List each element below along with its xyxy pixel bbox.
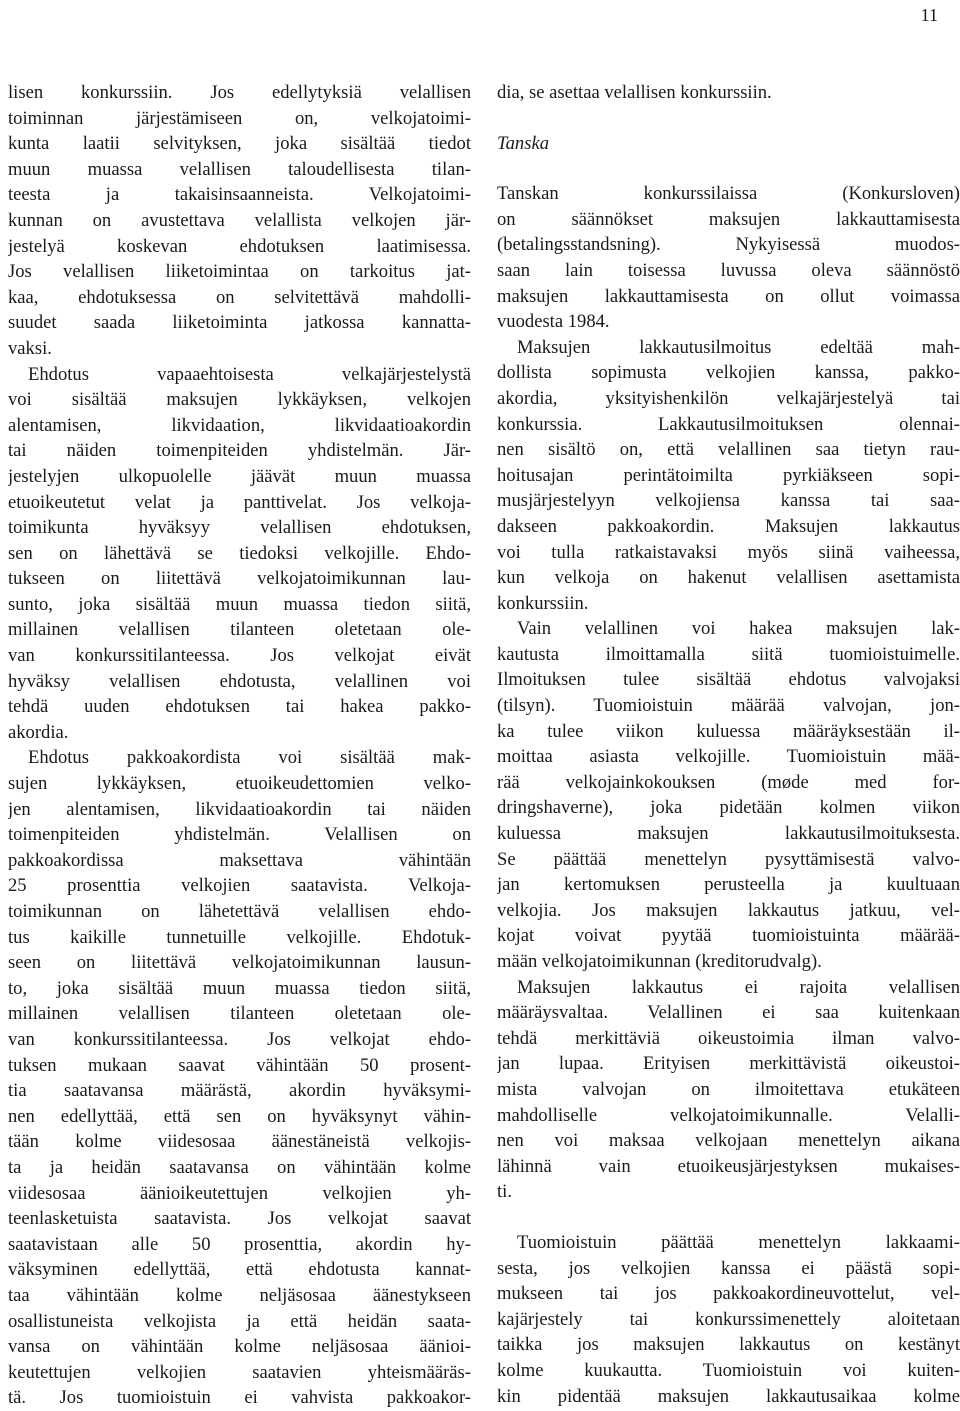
- text-line: nen edellyttää, että sen on hyväksynyt vähin-: [8, 1105, 471, 1127]
- text-line: kaa, ehdotuksessa on selvitettävä mahdolli-: [8, 286, 471, 308]
- text-line: van konkurssitilanteessa. Jos velkojat eivät: [8, 645, 471, 667]
- text-line: toimikunta hyväksyy velallisen ehdotuksen,: [8, 517, 471, 539]
- text-line: Maksujen lakkautus ei rajoita velallisen: [517, 976, 960, 998]
- page-number: 11: [920, 5, 938, 25]
- text-line: Ilmoituksen tulee sisältää ehdotus valvojaksi: [497, 669, 960, 691]
- text-line: to, joka sisältää muun muassa tiedon siitä,: [8, 977, 471, 999]
- text-line: etuoikeutetut velat ja panttivelat. Jos velkoja-: [8, 491, 471, 513]
- text-line: seen on liitettävä velkojatoimikunnan lausun-: [8, 952, 471, 974]
- text-line: Tanskan konkurssilaissa (Konkursloven): [497, 183, 960, 205]
- text-line: vuodesta 1984.: [497, 311, 610, 333]
- text-line: keutettujen velkojien saatavien yhteismääräs-: [8, 1361, 471, 1383]
- text-line: lisen konkurssiin. Jos edellytyksiä velallisen: [8, 82, 471, 103]
- text-line: maksujen lakkauttamisesta on ollut voimassa: [497, 285, 960, 307]
- text-line: van konkurssitilanteessa. Jos velkojat ehdo-: [8, 1028, 471, 1050]
- text-line: kuluessa maksujen lakkautusilmoituksesta.: [497, 823, 960, 845]
- text-line: akordia, yksityishenkilön velkajärjestelyä tai: [497, 387, 960, 409]
- text-line: sen on lähettävä se tiedoksi velkojille. Ehdo-: [8, 542, 471, 564]
- text-line: dringshaverne), joka pidetään kolmen viikon: [497, 797, 960, 819]
- text-line: dia, se asettaa velallisen konkurssiin.: [497, 82, 772, 103]
- text-line: jan lupaa. Erityisen merkittävistä oikeustoi-: [497, 1053, 960, 1075]
- text-line: on säännökset maksujen lakkauttamisesta: [497, 208, 960, 230]
- text-line: Maksujen lakkautusilmoitus edeltää mah-: [517, 336, 960, 358]
- text-line: moittaa asiasta velkojille. Tuomioistuin mää-: [497, 746, 960, 768]
- text-line: nen voi maksaa velkojaan menettelyn aikana: [497, 1130, 960, 1152]
- text-line: Tuomioistuin päättää menettelyn lakkaami-: [517, 1231, 960, 1253]
- text-line: hoitusajan perintätoimilta pyrkiäkseen sopi-: [497, 464, 960, 486]
- text-line: tään kolme viidesosaa äänestäneistä velkojis-: [8, 1131, 471, 1153]
- text-line: määräysvaltaa. Velallinen ei saa kuitenkaan: [497, 1002, 960, 1024]
- text-line: konkurssiin.: [497, 592, 589, 614]
- text-line: sunto, joka sisältää muun muassa tiedon siitä,: [8, 593, 471, 615]
- text-line: velkojia. Jos maksujen lakkautus jatkuu, vel-: [497, 899, 960, 921]
- text-line: teenlasketuista saatavista. Jos velkojat saavat: [8, 1208, 471, 1230]
- text-line: tai näiden toimenpiteiden yhdistelmän. Jär-: [8, 440, 471, 462]
- text-line: tä. Jos tuomioistuin ei vahvista pakkoakor-: [8, 1387, 471, 1409]
- text-line: Jos velallisen liiketoimintaa on tarkoitus jat-: [8, 261, 471, 283]
- text-line: viidesosaa äänioikeutettujen velkojien yh-: [8, 1182, 471, 1204]
- text-line: alentamisen, likvidaation, likvidaatioakordin: [8, 414, 471, 436]
- text-line: jen alentamisen, likvidaatioakordin tai näiden: [8, 798, 471, 820]
- text-line: pakkoakordissa maksettava vähintään: [8, 849, 471, 871]
- text-line: saan lain toisessa luvussa oleva säännöstö: [497, 259, 960, 281]
- right-text-column: [497, 80, 960, 1409]
- text-line: voi tulla ratkaistavaksi myös siinä vaiheessa,: [497, 541, 960, 563]
- text-line: kunta laatii selvityksen, joka sisältää tiedot: [8, 133, 471, 155]
- text-line: millainen velallisen tilanteen oletetaan ole-: [8, 1003, 471, 1025]
- text-line: ti.: [497, 1181, 512, 1203]
- text-line: tuksen mukaan saavat vähintään 50 prosent-: [8, 1054, 471, 1076]
- text-line: lähinnä vain etuoikeusjärjestyksen mukaises-: [497, 1155, 960, 1177]
- text-line: kun velkoja on hakenut velallisen asettamista: [497, 567, 960, 589]
- text-line: tukseen on liitettävä velkojatoimikunnan lau-: [8, 568, 471, 590]
- text-line: kautusta ilmoittamalla siitä tuomioistuimelle.: [497, 643, 960, 665]
- text-line: Se päättää menettelyn pysyttämisestä valvo-: [497, 848, 960, 870]
- text-line: kolme kuukautta. Tuomioistuin voi kuiten-: [497, 1359, 960, 1381]
- text-line: kajärjestely tai konkurssimenettely aloitetaan: [497, 1308, 960, 1330]
- text-line: rää velkojainkokouksen (møde med for-: [497, 771, 960, 793]
- text-line: suudet saada liiketoiminta jatkossa kannatta-: [8, 312, 471, 334]
- text-line: osallistuneista velkojista ja että heidän saata-: [8, 1310, 471, 1332]
- text-line: taikka jos maksujen lakkautus on kestänyt: [497, 1334, 960, 1356]
- text-line: kin pidentää maksujen lakkautusaikaa kolme: [497, 1385, 960, 1407]
- text-line: jestelyä koskevan ehdotuksen laatimisessa.: [8, 235, 471, 257]
- text-line: akordia.: [8, 721, 69, 743]
- text-line: ka tulee viikon kuluessa määräyksestään il-: [497, 720, 960, 742]
- left-text-column: [8, 80, 471, 1411]
- text-line: mista valvojan on ilmoitettava etukäteen: [497, 1078, 960, 1100]
- text-line: teesta ja takaisinsaanneista. Velkojatoimi-: [8, 184, 471, 206]
- text-line: Ehdotus pakkoakordista voi sisältää mak-: [28, 747, 471, 769]
- text-line: dollista sopimusta velkojien kanssa, pakko-: [497, 362, 960, 384]
- text-line: Ehdotus vapaaehtoisesta velkajärjestelystä: [28, 363, 471, 385]
- text-line: tehdä merkittäviä oikeustoimia ilman valvo-: [497, 1027, 960, 1049]
- text-line: väksyminen edellyttää, että ehdotusta kannat-: [8, 1259, 471, 1281]
- text-line: (tilsyn). Tuomioistuin määrää valvojan, jon-: [497, 695, 960, 717]
- text-line: vaksi.: [8, 337, 52, 359]
- text-line: nen sisältö on, että velallinen saa tietyn rau-: [497, 439, 960, 461]
- text-line: hyväksy velallisen ehdotusta, velallinen voi: [8, 670, 471, 692]
- text-line: saatavistaan alle 50 prosenttia, akordin hy-: [8, 1233, 471, 1255]
- text-line: mahdolliselle velkojatoimikunnalle. Velalli-: [497, 1104, 960, 1126]
- text-line: toiminnan järjestämiseen on, velkojatoimi-: [8, 107, 471, 129]
- text-line: muun muassa velallisen taloudellisesta tilan-: [8, 158, 471, 180]
- text-line: kojat voivat pyytää tuomioistuinta määrää-: [497, 925, 960, 947]
- text-line: konkurssia. Lakkautusilmoituksen olennai-: [497, 413, 960, 435]
- text-line: mään velkojatoimikunnan (kreditorudvalg).: [497, 951, 822, 972]
- text-line: ta ja heidän saatavansa on vähintään kolme: [8, 1156, 471, 1178]
- text-line: Vain velallinen voi hakea maksujen lak-: [517, 618, 960, 640]
- text-line: sujen lykkäyksen, etuoikeudettomien velko-: [8, 773, 471, 795]
- text-line: sesta, jos velkojien kanssa ei päästä sopi-: [497, 1257, 960, 1279]
- text-line: dakseen pakkoakordin. Maksujen lakkautus: [497, 515, 960, 537]
- text-line: toimikunnan on lähetettävä velallisen ehdo-: [8, 901, 471, 922]
- text-line: kunnan on avustettava velallista velkojen jär-: [8, 209, 471, 231]
- text-line: jestelyjen ulkopuolelle jäävät muun muassa: [8, 465, 471, 487]
- section-heading: Tanska: [497, 132, 550, 154]
- text-line: vansa on vähintään kolme neljäsosaa äänioi-: [8, 1336, 471, 1358]
- text-line: (betalingsstandsning). Nykyisessä muodos-: [497, 234, 960, 256]
- text-line: musjärjestelyyn velkojiensa kanssa tai saa-: [497, 490, 960, 512]
- text-line: tia saatavansa määrästä, akordin hyväksymi-: [8, 1080, 471, 1102]
- text-line: tehdä uuden ehdotuksen tai hakea pakko-: [8, 696, 471, 718]
- text-line: tus kaikille tunnetuille velkojille. Ehdotuk-: [8, 926, 471, 948]
- text-line: taa vähintään kolme neljäsosaa äänestykseen: [8, 1284, 471, 1306]
- text-line: millainen velallisen tilanteen oletetaan ole-: [8, 619, 471, 641]
- text-line: jan kertomuksen perusteella ja kuultuaan: [497, 874, 960, 896]
- text-line: 25 prosenttia velkojien saatavista. Velkoja-: [8, 875, 471, 897]
- text-line: toimenpiteiden yhdistelmän. Velallisen on: [8, 824, 471, 846]
- text-line: voi sisältää maksujen lykkäyksen, velkojen: [8, 389, 471, 411]
- text-line: mukseen tai jos pakkoakordineuvottelut, vel-: [497, 1283, 960, 1305]
